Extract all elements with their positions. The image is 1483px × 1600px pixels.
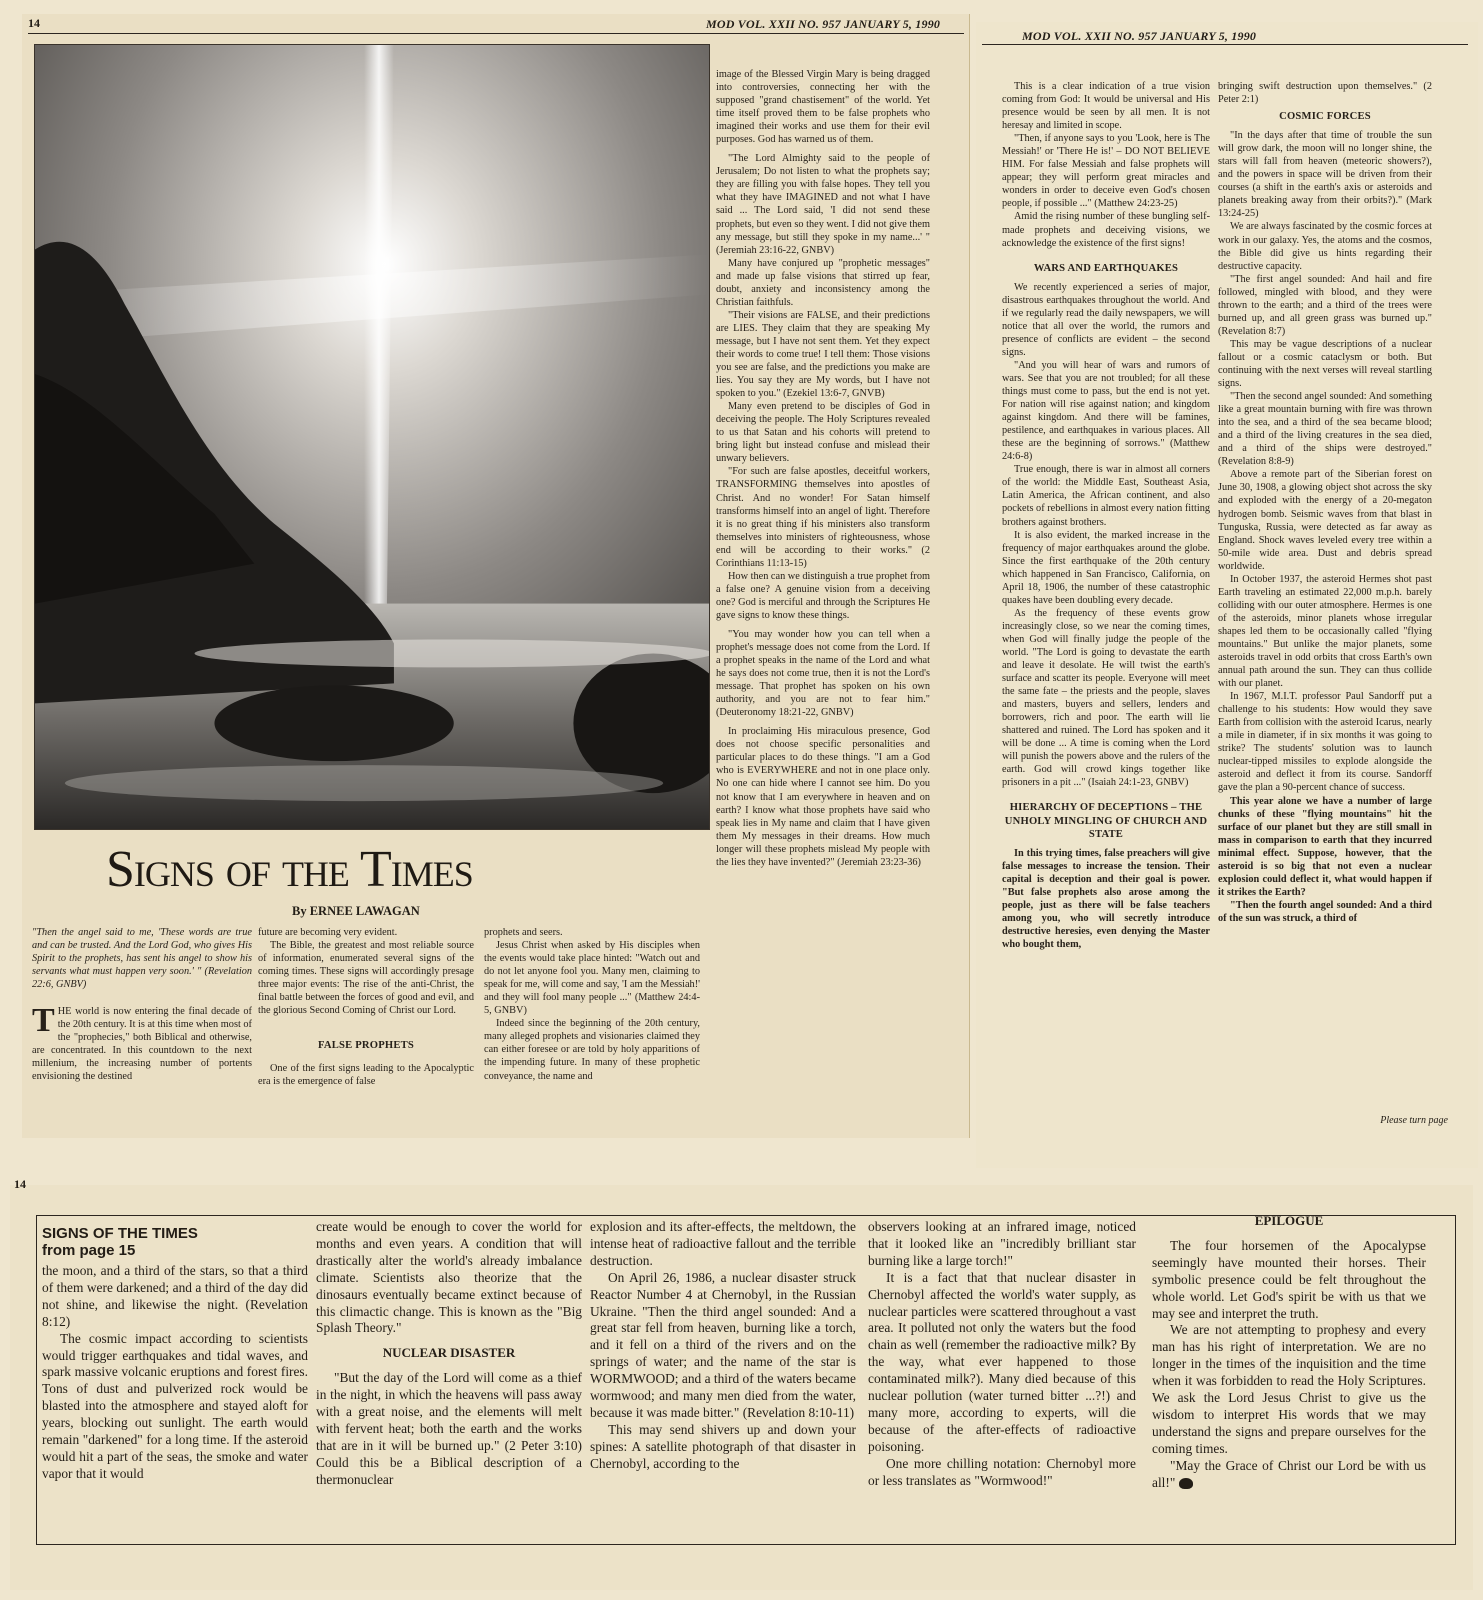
article-column-5 — [1002, 80, 1210, 1144]
paragraph: explosion and its after-effects, the meltdown, the intense heat of radioactive fallout and the terrible destruction. — [590, 1219, 856, 1268]
continuation-column-4 — [868, 1219, 1136, 1535]
paragraph: In October 1937, the asteroid Hermes shot past Earth traveling an estimated 22,000 m.p.h. barely colliding with our outer atmosphere. Hermes is one of the asteroids, minor planets whose irregular shapes led them to be occasionally called "flying mountains." But unlike the major planets, some asteroids travel in odd orbits that cross Earth's own annual path around the sun. They can thus collide with our planet. — [1218, 573, 1432, 690]
continuation-column-2 — [316, 1219, 582, 1535]
paragraph: One of the first signs leading to the Apocalyptic era is the emergence of false — [258, 1063, 474, 1088]
page-number: 14 — [28, 16, 40, 30]
paragraph: image of the Blessed Virgin Mary is being dragged into controversies, connecting her with the supposed "grand chastisement" of the world. Yet time itself proved them to be false prophets who imagined their works and use them for their evil purposes. God has warned us of them. — [716, 69, 930, 146]
paragraph: How then can we distinguish a true prophet from a false one? A genuine vision from a deceiving one? God is merciful and through the Scriptures He gave signs to know these things. — [716, 570, 930, 621]
paragraph: "The first angel sounded: And hail and fire followed, mingled with blood, and they were thrown to the earth; and a third of the trees were burned up, and all green grass was burned up." (Revelation 8:7) — [1218, 273, 1432, 337]
paragraph: It is also evident, the marked increase in the frequency of major earthquakes around the globe. Since the first earthquake of the 20th century which happened in San Francisco, California, on April 18, 1906, the number of these catastrophic quakes have been doubling every decade. — [1002, 529, 1210, 606]
paragraph: Indeed since the beginning of the 20th century, many alleged prophets and visionaries claimed they can either foresee or are told by holy apparitions of the impending future. In many of these prophetic conveyance, the name and — [484, 1018, 700, 1082]
end-mark-icon — [1179, 1478, 1193, 1489]
masthead: MOD VOL. XXII NO. 957 JANUARY 5, 1990 — [1022, 29, 1257, 43]
paragraph: The Bible, the greatest and most reliable source of information, enumerated several signs of the coming times. These signs will accordingly presage three major events: The rise of the anti-Christ, the final battle between the forces of good and evil, and the glorious Second Coming of Christ our Lord. — [258, 940, 474, 1017]
paragraph: We recently experienced a series of major, disastrous earthquakes throughout the world. And if we regularly read the daily newspapers, we will notice that all over the world, the rumors and presence of conflicts are evident – the second signs. — [1002, 281, 1210, 358]
drop-cap: T — [32, 1002, 55, 1040]
lead-paragraph — [32, 1002, 252, 1083]
paragraph: The cosmic impact according to scientists would trigger earthquakes and tidal waves, and spark massive volcanic eruptions and forest fires. Tons of dust and pulverized rock would be blasted into the atmosphere and stayed aloft for years, blocking out sunlight. The earth would remain "darkened" for a long time. If the asteroid would hit a part of the seas, the smoke and water vapor that it would — [42, 1330, 308, 1481]
section-heading-wars: WARS AND EARTHQUAKES — [1033, 262, 1179, 274]
article-column-2 — [258, 926, 474, 1132]
paragraph: On April 26, 1986, a nuclear disaster struck Reactor Number 4 at Chernobyl, in the Russian Ukraine. "Then the third angel sounded: And a great star fell from heaven, burning like a torch, and it fell on a third of the rivers and on the springs of water; and the name of the star is WORMWOOD; and a third of the waters became wormwood; and many men died from the water, because it was made bitter." (Revelation 8:10-11) — [590, 1269, 856, 1420]
paragraph: future are becoming very evident. — [258, 927, 398, 938]
paragraph: This year alone we have a number of large chunks of these "flying mountains" hit the surface of our planet but they are still small in mass in comparison to earth that they incurred minimal effect. Suppose, however, that the asteroid is so big that not even a nuclear explosion could deflect it, what would happen if it strikes the Earth? — [1218, 795, 1432, 898]
paragraph: prophets and seers. — [484, 927, 563, 938]
section-heading-cosmic: COSMIC FORCES — [1279, 111, 1371, 123]
closing-paragraph — [1152, 1458, 1426, 1492]
paragraph: In 1967, M.I.T. professor Paul Sandorff put a challenge to his students: How would they save Earth from collision with the asteroid Icarus, nearly a mile in diameter, if in six months it was going to strike? The students' solution was to launch nuclear-tipped missiles to explode alongside the asteroid and deflect it from its course. Sandorff gave the plan a 90-percent chance of success. — [1218, 691, 1432, 794]
epigraph: "Then the angel said to me, 'These words are true and can be trusted. And the Lord God, who gives His Spirit to the prophets, has sent his angel to show his servants what must happen very soon.' " (Revelation 22:6, GNBV) — [32, 927, 252, 991]
continuation-title-line-1: SIGNS OF THE TIMES — [42, 1225, 198, 1242]
paragraph: This may be vague descriptions of a nuclear fallout or a cosmic cataclysm or both. But continuing with the next verses will reveal startling signs. — [1218, 338, 1432, 390]
continuation-title — [42, 1225, 308, 1259]
paragraph: "Then the second angel sounded: And something like a great mountain burning with fire was thrown into the sea, and a third of the sea became blood; and a third of the living creatures in the sea died, and a third of the ships were destroyed." (Revelation 8:8-9) — [1218, 391, 1432, 468]
paragraph: "The Lord Almighty said to the people of Jerusalem; Do not listen to what the prophets say; they are filling you with false hopes. They tell you what they have IMAGINED and not what I have said ... The Lord said, 'I did not send these prophets, but even so they went. I did not give them any message, but still they spoke in my name...' " (Jeremiah 23:16-22, GNBV) — [716, 153, 930, 256]
paragraph: This may send shivers up and down your spines: A satellite photograph of that disaster in Chernobyl, according to the — [590, 1421, 856, 1471]
paragraph: True enough, there is war in almost all corners of the world: the Middle East, Southeast Asia, Latin America, the African continent, and also pockets of rebellions in almost every nation fitting brothers against brothers. — [1002, 464, 1210, 528]
paragraph: Many have conjured up "prophetic messages" and made up false visions that stirred up fear, doubt, anxiety and inconsistency among the Christian faithfuls. — [716, 257, 930, 308]
paragraph: "In the days after that time of trouble the sun will grow dark, the moon will no longer shine, the stars will fall from heaven (meteoric showers?), and the powers in space will be driven from their courses (a shift in the earth's axis or asteroids and planets breaking away from their orbits?)." (Mark 13:24-25) — [1218, 130, 1432, 220]
paragraph: "Their visions are FALSE, and their predictions are LIES. They claim that they are speaking My message, but I have not sent them. Yet they expect their words to come true! I tell them: Those visions you see are false, and the predictions you make are lies. You say they are My words, but I have not spoken to you." (Ezekiel 13:6-7, GNVB) — [716, 309, 930, 400]
continuation-column-3 — [590, 1219, 856, 1535]
paragraph: observers looking at an infrared image, noticed that it looked like an "incredibly brilliant star burning like a large torch!" — [868, 1219, 1136, 1268]
paragraph: Jesus Christ when asked by His disciples when the events would take place hinted: "Watch out and do not let anyone fool you. Many men, claiming to speak for me, will come and say, 'I am the Messiah!' and they will fool many people ..." (Matthew 24:4-5, GNBV) — [484, 940, 700, 1017]
paragraph: "But the day of the Lord will come as a thief in the night, in which the heavens will pass away with a great noise, and the elements will melt with fervent heat; both the earth and the works that are in it will be burned up." (2 Peter 3:10) Could this be a Biblical description of a thermonuclear — [316, 1370, 582, 1487]
paragraph: create would be enough to cover the world for months and even years. A condition that will drastically alter the world's already imbalance climate. Scientists also theorize that the dinosaurs eventually became extinct because of this climactic change. This is known as the "Big Splash Theory." — [316, 1219, 582, 1336]
page-a — [22, 14, 970, 1138]
paragraph: bringing swift destruction upon themselves." (2 Peter 2:1) — [1218, 81, 1432, 106]
paragraph: We are always fascinated by the cosmic forces at work in our galaxy. Yes, the atoms and the cosmos, the Bible did give us hints regarding their destructive capacity. — [1218, 221, 1432, 272]
article-column-6 — [1218, 80, 1432, 1100]
paragraph: This is a clear indication of a true vision coming from God: It would be universal and His presence would be seen by all men. It is not heresay and limited in scope. — [1002, 81, 1210, 132]
article-column-4 — [716, 68, 930, 1132]
paragraph: "Then the fourth angel sounded: And a third of the sun was struck, a third of — [1218, 899, 1432, 924]
page-c — [10, 1177, 1473, 1590]
continuation-title-line-2: from page 15 — [42, 1242, 136, 1259]
article-column-1 — [32, 926, 252, 1132]
paragraph: "You may wonder how you can tell when a prophet's message does not come from the Lord. If a prophet speaks in the name of the Lord and what he says does not come true, then it is not the Lord's message. That prophet has spoken on his own authority, and you are not to fear him." (Deuteronomy 18:21-22, GNBV) — [716, 628, 930, 719]
paragraph: As the frequency of these events grow increasingly close, so we near the coming times, when God will finally judge the people of the world. "The Lord is going to devastate the earth and leave it desolate. He will twist the earth's surface and scatter its people. Everyone will meet the same fate – the priests and the people, slaves and masters, buyers and sellers, lenders and borrowers, rich and poor. The earth will lie shattered and ruined. The Lord has spoken and it will be done ... A time is coming when the Lord will punish the powers above and the rulers of the earth. God will crowd kings together like prisoners in a pit ..." (Isaiah 24:1-23, GNBV) — [1002, 607, 1210, 789]
section-heading-epilogue: EPILOGUE — [1254, 1213, 1324, 1228]
header-rule — [982, 44, 1468, 45]
section-heading-false-prophets: FALSE PROPHETS — [318, 1040, 414, 1052]
continuation-column-1 — [42, 1225, 308, 1535]
turn-page-note: Please turn page — [1380, 1115, 1448, 1126]
article-column-3 — [484, 926, 700, 1132]
paragraph: The four horsemen of the Apocalypse seemingly have mounted their horses. Their symbolic presence could be felt throughout the whole world. Let God's spirit be with us that we may see and interpret the truth. — [1152, 1237, 1426, 1321]
paragraph: the moon, and a third of the stars, so that a third of them were darkened; and a third of the day did not shine, and likewise the night. (Revelation 8:12) — [42, 1263, 308, 1329]
paragraph: One more chilling notation: Chernobyl more or less translates as "Wormwood!" — [868, 1455, 1136, 1488]
section-heading-nuclear: NUCLEAR DISASTER — [382, 1345, 516, 1361]
closing-text: "May the Grace of Christ our Lord be with us all!" — [1152, 1457, 1426, 1490]
paragraph: "And you will hear of wars and rumors of wars. See that you are not troubled; for all these things must come to pass, but the end is not yet. For nation will rise against nation; and kingdom against kingdom. And there will be famines, pestilence, and earthquakes in various places. All these are the beginning of sorrows." (Matthew 24:6-8) — [1002, 359, 1210, 463]
lead-text: HE world is now entering the final decade of the 20th century. It is at this time when most of the "prophecies," both Biblical and otherwise, are concentrated. In this countdown to the next millenium, the increasing number of portents envisioning the destined — [32, 1006, 252, 1083]
headline: Signs of the Times — [106, 841, 473, 898]
continuation-column-5 — [1152, 1213, 1426, 1535]
byline: By ERNEE LAWAGAN — [292, 904, 420, 918]
paragraph: Amid the rising number of these bungling self-made prophets and deceiving visions, we acknowledge the existence of the first signs! — [1002, 211, 1210, 249]
paragraph: Above a remote part of the Siberian forest on June 30, 1908, a glowing object shot across the sky and exploded with the energy of a 20-megaton hydrogen bomb. Seismic waves from that blast in Tunguska, Russia, were detected as far away as England. Shock waves leveled every tree within a 50-mile wide area. Dust and debris spread worldwide. — [1218, 469, 1432, 572]
header-rule — [28, 33, 964, 34]
section-heading-hierarchy: HIERARCHY OF DECEPTIONS – THE UNHOLY MINGLING OF CHURCH AND STATE — [1004, 802, 1208, 840]
page-b — [976, 22, 1478, 1168]
paragraph: In this trying times, false preachers will give false messages to increase the tension. Their capital is deception and their goal is power. "But false prophets also arose among the people, just as there will be false teachers among you, who will secretly introduce destructive heresies, even denying the Master who bought them, — [1002, 847, 1210, 950]
seascape-photo — [34, 44, 710, 830]
paragraph: Many even pretend to be disciples of God in deceiving the people. The Holy Scriptures revealed to us that Satan and his cohorts will pretend to bring light but instead confuse and mislead their unwary believers. — [716, 401, 930, 465]
paragraph: "For such are false apostles, deceitful workers, TRANSFORMING themselves into apostles of Christ. And no wonder! For Satan himself transforms himself into an angel of light. Therefore it is no great thing if his ministers also transform themselves into ministers of righteousness, whose end will be according to their works." (2 Corinthians 11:13-15) — [716, 466, 930, 569]
page-number: 14 — [14, 1177, 26, 1191]
paragraph: In proclaiming His miraculous presence, God does not choose specific personalities and particular places to do these things. "I am a God who is EVERYWHERE and not in one place only. No one can hide where I cannot see him. Do you not know that I am everywhere in heaven and on earth? I know what those prophets have said who speak lies in My name and claim that I have given them My messages in their dreams. How much longer will these prophets mislead My people with the lies they have invented?" (Jeremiah 23:23-36) — [716, 726, 930, 868]
paragraph: It is a fact that that nuclear disaster in Chernobyl affected the world's water supply, as nuclear particles were scattered throughout a vast area. It polluted not only the waters but the food chain as well (remember the radioactive milk? By the way, what ever happened to those contaminated milk?). Many died because of this nuclear pollution (water turned bitter ...?!) and many more, according to experts, will die because of the after-effects of radioactive poisoning. — [868, 1269, 1136, 1454]
paragraph: We are not attempting to prophesy and every man has his right of interpretation. We are no longer in the times of the inquisition and the time when it was forbidden to read the Holy Scriptures. We ask the Lord Jesus Christ to give us the wisdom to interpret His words that we may understand the signs and prepare ourselves for the coming times. — [1152, 1322, 1426, 1456]
paragraph: "Then, if anyone says to you 'Look, here is The Messiah!' or 'There He is!' – DO NOT BELIEVE HIM. For false Messiah and false prophets will appear; they will perform great miracles and wonders in order to deceive even God's chosen people, if possible ..." (Matthew 24:23-25) — [1002, 133, 1210, 210]
masthead: MOD VOL. XXII NO. 957 JANUARY 5, 1990 — [706, 17, 941, 31]
